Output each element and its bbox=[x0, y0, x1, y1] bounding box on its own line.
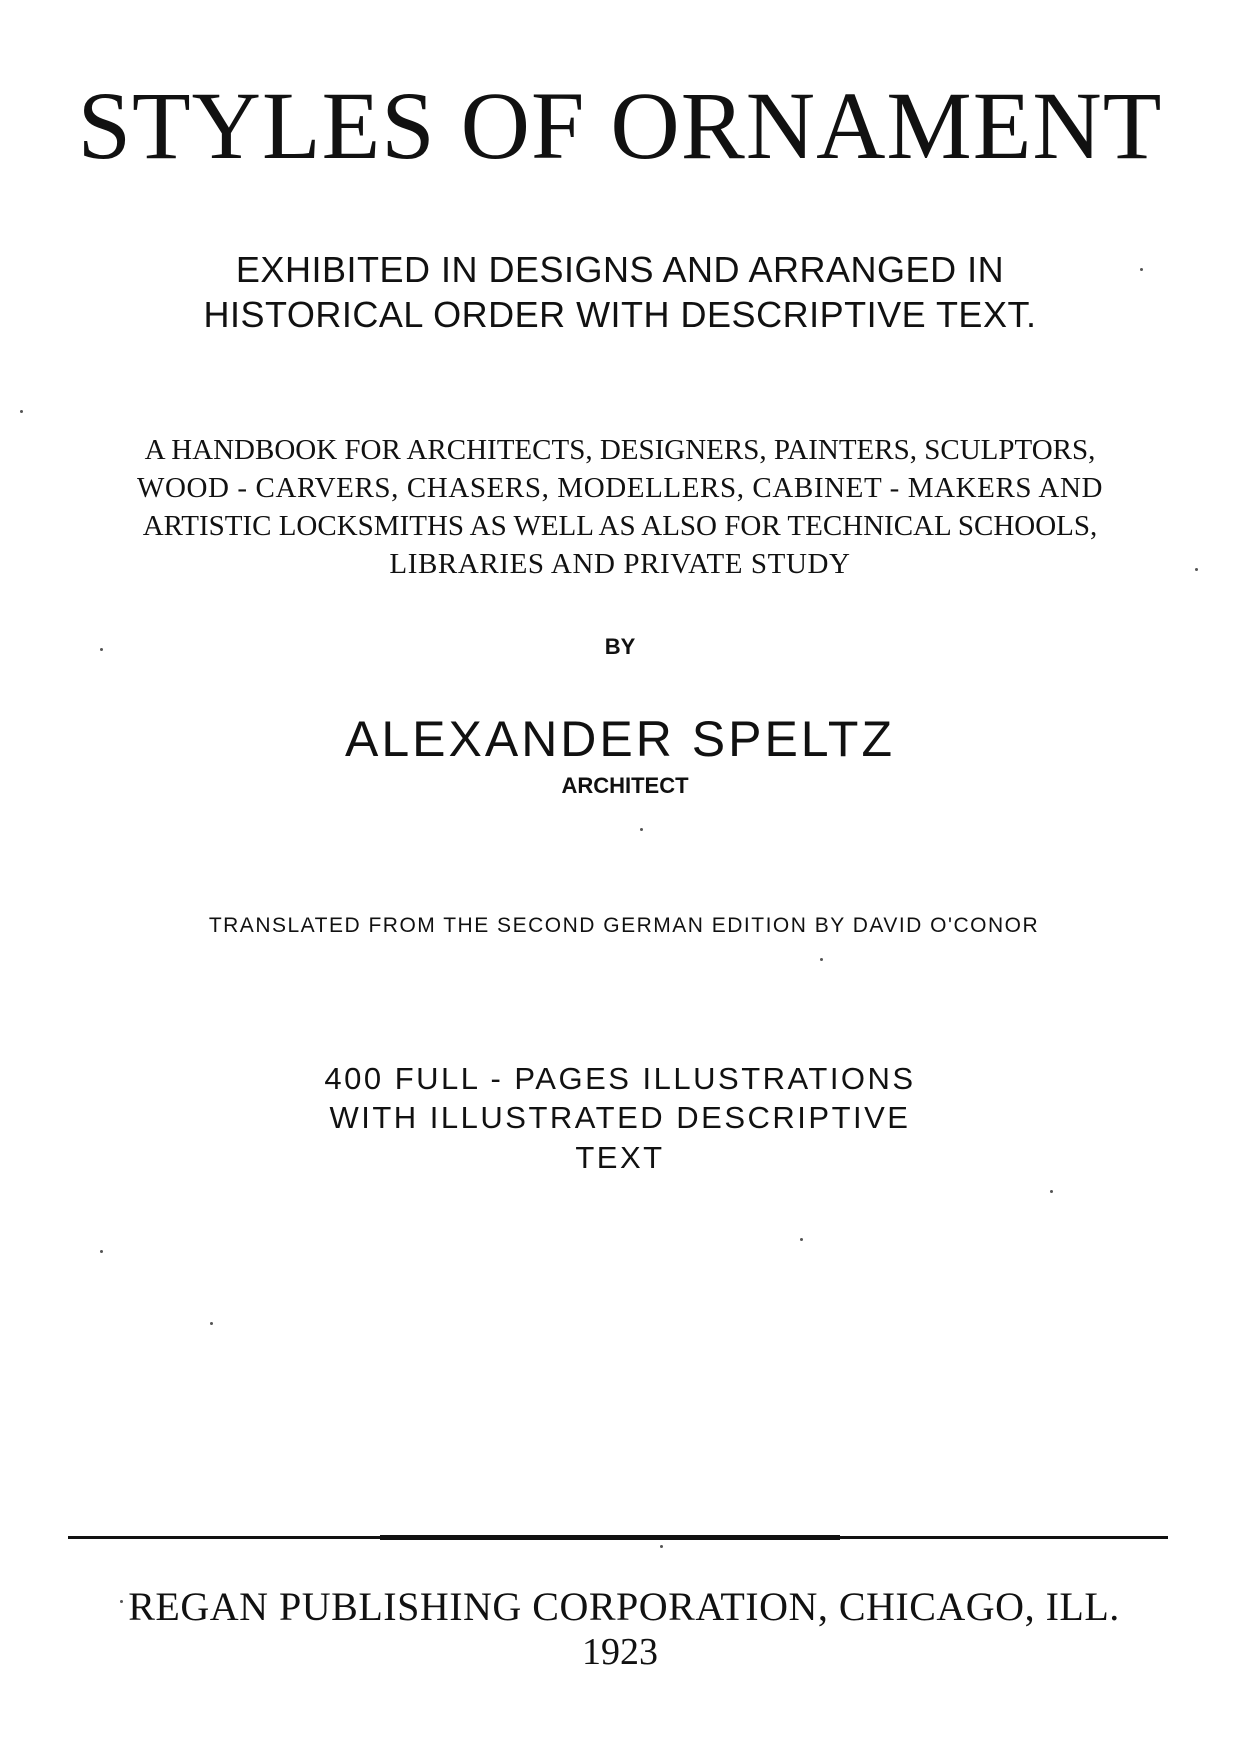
author-role: ARCHITECT bbox=[561, 773, 689, 798]
translation-credit: TRANSLATED FROM THE SECOND GERMAN EDITION BY DAVID O'CONOR bbox=[208, 914, 1040, 937]
subtitle-line-1: EXHIBITED IN DESIGNS AND ARRANGED IN bbox=[235, 249, 1005, 290]
publisher-line: REGAN PUBLISHING CORPORATION, CHICAGO, ILL. bbox=[128, 1584, 1120, 1629]
illustrations-line-3: TEXT bbox=[575, 1140, 665, 1175]
handbook-line-4: LIBRARIES AND PRIVATE STUDY bbox=[389, 548, 851, 580]
subtitle-line-2: HISTORICAL ORDER WITH DESCRIPTIVE TEXT. bbox=[203, 294, 1037, 335]
divider-rule-center bbox=[380, 1535, 840, 1540]
by-label: BY bbox=[604, 634, 636, 659]
handbook-line-3: ARTISTIC LOCKSMITHS AS WELL AS ALSO FOR TECHNICAL SCHOOLS, bbox=[142, 510, 1098, 542]
illustrations-line-1: 400 FULL - PAGES ILLUSTRATIONS bbox=[324, 1061, 916, 1096]
handbook-line-2: WOOD - CARVERS, CHASERS, MODELLERS, CABINET - MAKERS AND bbox=[136, 472, 1104, 504]
handbook-line-1: A HANDBOOK FOR ARCHITECTS, DESIGNERS, PAINTERS, SCULPTORS, bbox=[144, 434, 1096, 466]
book-title: STYLES OF ORNAMENT bbox=[77, 72, 1163, 179]
publication-year: 1923 bbox=[582, 1631, 658, 1673]
illustrations-line-2: WITH ILLUSTRATED DESCRIPTIVE bbox=[329, 1100, 911, 1135]
author-name: ALEXANDER SPELTZ bbox=[344, 711, 895, 767]
